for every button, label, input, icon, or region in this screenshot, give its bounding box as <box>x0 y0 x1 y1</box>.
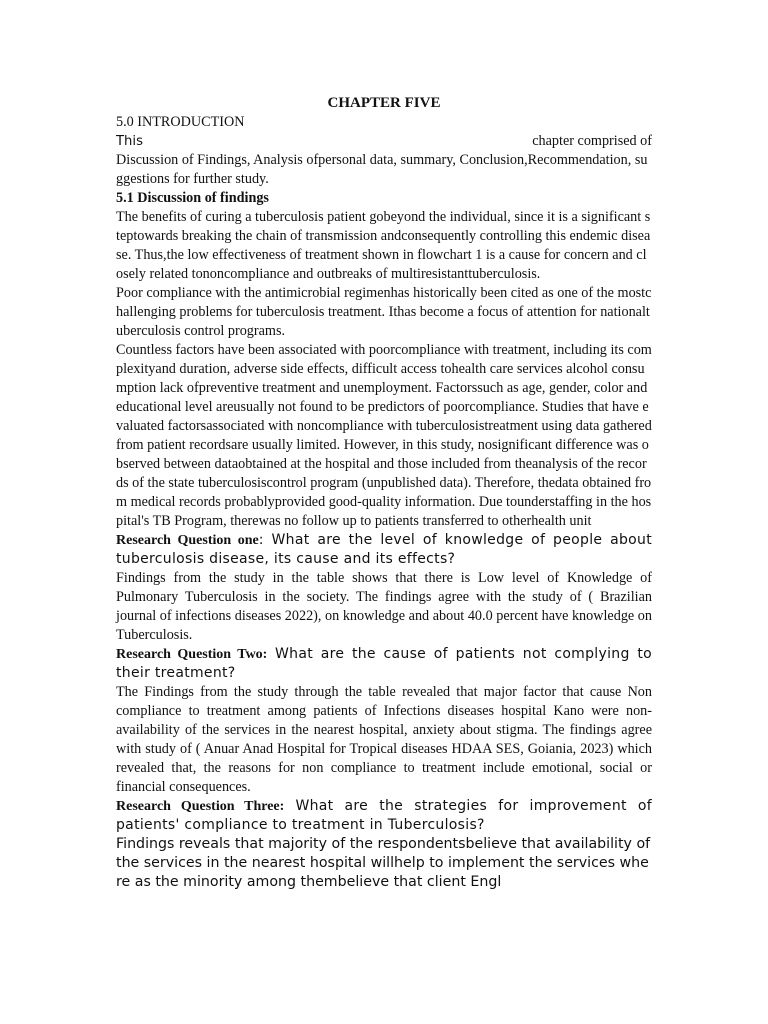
intro-right-words: chapter comprised of <box>532 133 652 149</box>
intro-paragraph: Discussion of Findings, Analysis ofpersonal data, summary, Conclusion,Recommendation, suggestions for further study. <box>116 152 648 187</box>
rq1-question: What are the level of knowledge of people about tuberculosis disease, its cause and its effects? <box>116 532 652 567</box>
rq3-findings: Findings reveals that majority of the respondentsbelieve that availability of the services in the nearest hospital willhelp to implement the services where as the minority among thembelieve that client Engl <box>116 836 651 890</box>
research-question-two <box>116 645 652 683</box>
chapter-title: CHAPTER FIVE <box>327 95 441 111</box>
rq3-label: Research Question Three: <box>116 799 285 814</box>
paragraph-factors: Countless factors have been associated with poorcompliance with treatment, including its complexityand duration, adverse side effects, difficult access tohealth care services alcohol consumption lack ofpreventive treatment and unemployment. Factorssuch as age, gender, color and educational level areusually not found to be predictors of poorcompliance. Studies that have evaluated factorsassociated with noncompliance with tuberculosistreatment using data gathered from patient recordsare usually limited. However, in this study, nosignificant difference was observed between dataobtained at the hospital and those included from theanalysis of the records of the state tuberculosiscontrol program (unpublished data). Therefore, thedata obtained from medical records probablyprovided good-quality information. Due tounderstaffing in the hospital's TB Program, therewas no follow up to patients transferred to otherhealth unit <box>116 342 652 529</box>
paragraph-benefits: The benefits of curing a tuberculosis patient gobeyond the individual, since it is a significant steptowards breaking the chain of transmission andconsequently controlling this endemic disease. Thus,the low effectiveness of treatment shown in flowchart 1 is a cause for concern and closely related tononcompliance and outbreaks of multiresistanttuberculosis. <box>116 209 651 282</box>
rq2-findings: The Findings from the study through the table revealed that major factor that cause Non compliance to treatment among patients of Infections diseases hospital Kano were non-availability of the services in the nearest hospital, anxiety about stigma. The findings agree with study of ( Anuar Anad Hospital for Tropical diseases HDAA SES, Goiania, 2023) which revealed that, the reasons for non compliance to treatment include emotional, social or financial consequences. <box>116 684 652 795</box>
section-heading: 5.1 Discussion of findings <box>116 190 269 206</box>
rq1-colon: : <box>258 532 264 548</box>
rq1-label: Research Question one <box>116 533 259 548</box>
research-question-three <box>116 797 652 835</box>
intro-first-line <box>116 132 652 151</box>
intro-heading: 5.0 INTRODUCTION <box>116 114 245 130</box>
rq1-findings: Findings from the study in the table shows that there is Low level of Knowledge of Pulmonary Tuberculosis in the society. The findings agree with the study of ( Brazilian journal of infections diseases 2022), on knowledge and about 40.0 percent have knowledge on Tuberculosis. <box>116 570 652 643</box>
research-question-one <box>116 531 652 569</box>
intro-left-word: This <box>116 134 143 149</box>
rq3-question: What are the strategies for improvement of patients' compliance to treatment in Tuberculosis? <box>116 798 653 833</box>
rq2-question: What are the cause of patients not complying to their treatment? <box>116 646 652 681</box>
rq2-label: Research Question Two: <box>116 647 268 662</box>
paragraph-poor-compliance: Poor compliance with the antimicrobial regimenhas historically been cited as one of the mostchallenging problems for tuberculosis treatment. Ithas become a focus of attention for nationaltuberculosis control programs. <box>116 285 652 339</box>
document-page <box>116 93 652 892</box>
